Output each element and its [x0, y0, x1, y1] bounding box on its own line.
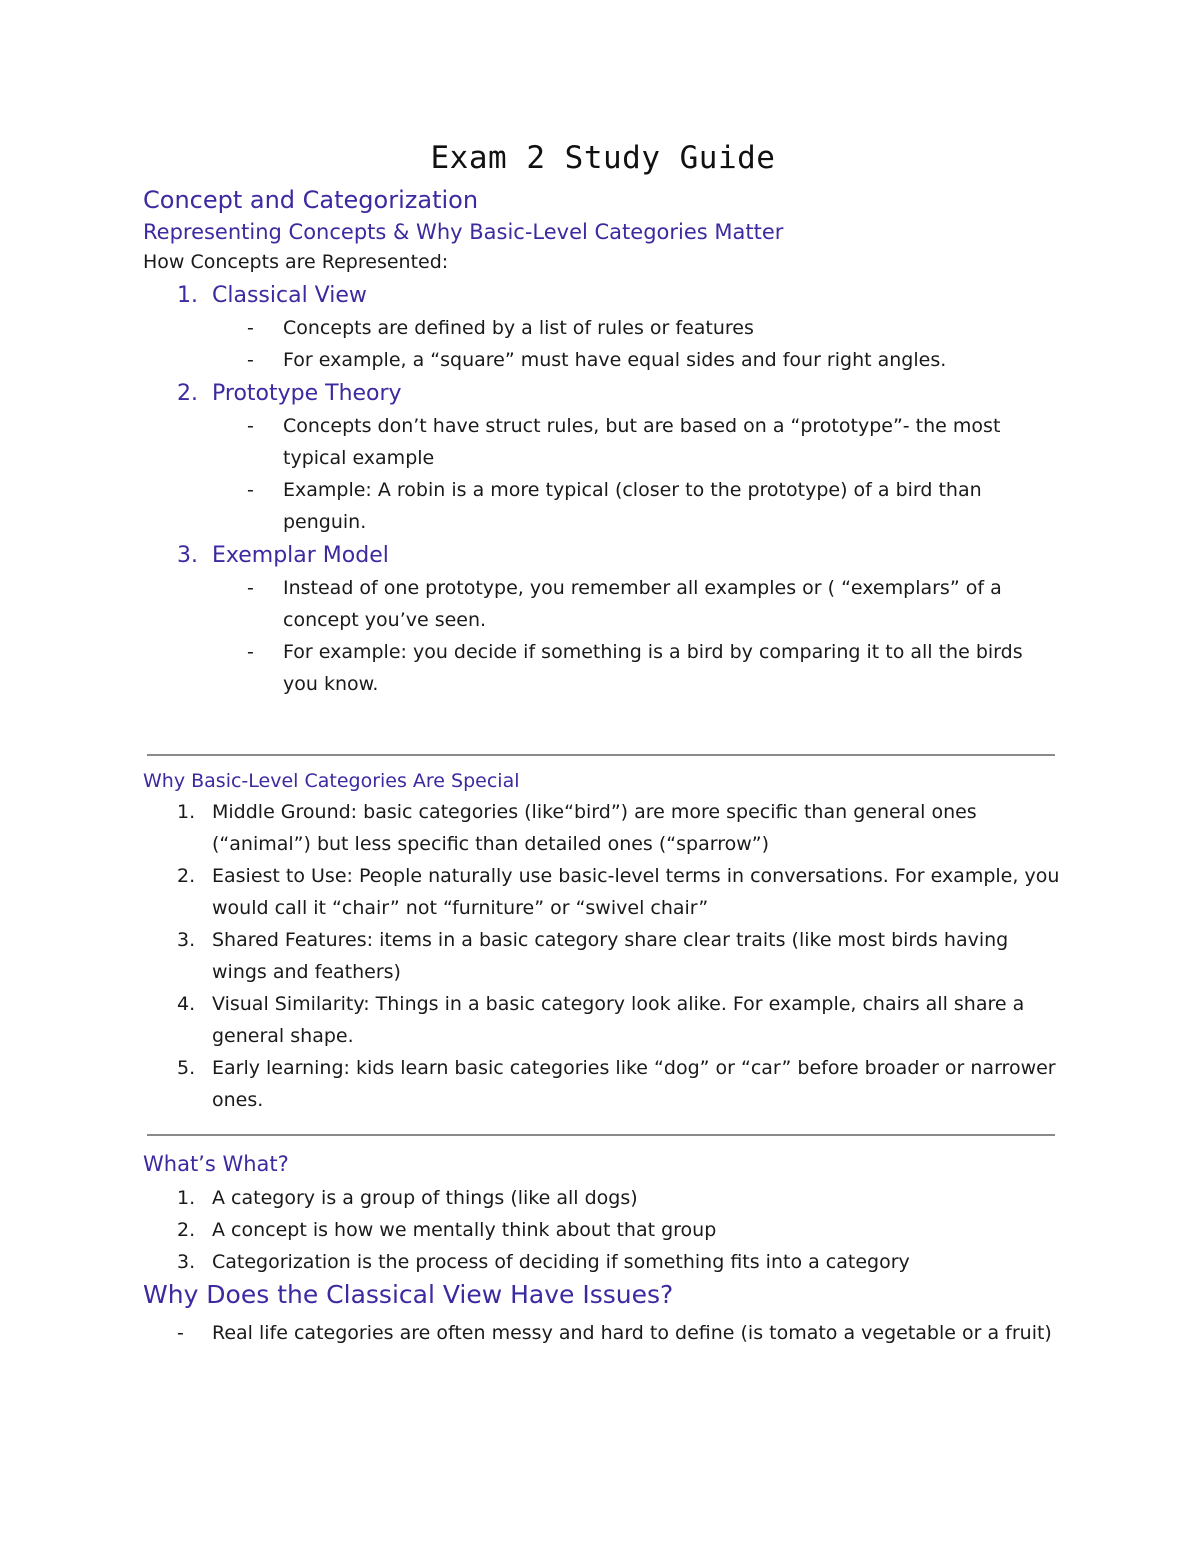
whats-what-list [143, 1182, 1063, 1278]
bullet-item [143, 474, 1063, 538]
bullet-text: Instead of one prototype, you remember all examples or ( “exemplars” of a concept you’ve seen. [283, 577, 1002, 631]
list-item [143, 1214, 1063, 1246]
item-number: 3. [177, 929, 196, 951]
item-text: Easiest to Use: People naturally use basic-level terms in conversations. For example, you would call it “chair” not “furniture” or “swivel chair” [212, 865, 1060, 919]
item-number: 2. [177, 865, 196, 887]
document-title: Exam 2 Study Guide [430, 140, 776, 176]
item-text: Visual Similarity: Things in a basic category look alike. For example, chairs all share a general shape. [212, 993, 1025, 1047]
bullet-item [143, 410, 1063, 474]
bullet-item [143, 344, 1063, 376]
list-item [143, 796, 1063, 860]
item-text: Middle Ground: basic categories (like“bird”) are more specific than general ones (“animal”) but less specific than detailed ones (“sparrow”) [212, 801, 977, 855]
item-number: 3. [177, 543, 198, 568]
list-item [143, 540, 1063, 572]
item-text: Shared Features: items in a basic category share clear traits (like most birds having wings and feathers) [212, 929, 1009, 983]
section-heading-classical-issues: Why Does the Classical View Have Issues? [143, 1280, 674, 1309]
issues-list [143, 1317, 1063, 1349]
list-item [143, 280, 1063, 312]
item-label-exemplar-model: Exemplar Model [212, 543, 389, 568]
basic-level-list [143, 796, 1063, 1116]
bullet-item [143, 572, 1063, 636]
list-item [143, 1182, 1063, 1214]
item-number: 2. [177, 381, 198, 406]
section-heading-basic-level: Why Basic-Level Categories Are Special [143, 770, 520, 792]
bullet-item [143, 1317, 1063, 1349]
bullet-list [143, 312, 1063, 376]
item-number: 3. [177, 1251, 196, 1273]
item-text: Early learning: kids learn basic categories like “dog” or “car” before broader or narrower ones. [212, 1057, 1056, 1111]
dash-marker: - [247, 641, 254, 663]
list-item [143, 860, 1063, 924]
document-content [143, 140, 1063, 1349]
item-number: 4. [177, 993, 196, 1015]
item-number: 2. [177, 1219, 196, 1241]
list-item [143, 988, 1063, 1052]
list-item [143, 378, 1063, 410]
item-number: 1. [177, 801, 196, 823]
bullet-list [143, 410, 1063, 538]
item-text: Categorization is the process of deciding if something fits into a category [212, 1251, 910, 1273]
bullet-text: For example: you decide if something is a bird by comparing it to all the birds you know. [283, 641, 1023, 695]
item-number: 5. [177, 1057, 196, 1079]
bullet-text: Example: A robin is a more typical (closer to the prototype) of a bird than penguin. [283, 479, 982, 533]
item-label-classical-view: Classical View [212, 283, 367, 308]
item-number: 1. [177, 1187, 196, 1209]
bullet-text: Concepts don’t have struct rules, but are based on a “prototype”- the most typical example [283, 415, 1001, 469]
dash-marker: - [247, 317, 254, 339]
item-number: 1. [177, 283, 198, 308]
list-item [143, 1246, 1063, 1278]
dash-marker: - [247, 577, 254, 599]
dash-marker: - [177, 1322, 184, 1344]
item-label-prototype-theory: Prototype Theory [212, 381, 402, 406]
representation-list [143, 280, 1063, 312]
dash-marker: - [247, 415, 254, 437]
dash-marker: - [247, 479, 254, 501]
bullet-list [143, 572, 1063, 700]
bullet-text: Concepts are defined by a list of rules or features [283, 317, 754, 339]
bullet-text: For example, a “square” must have equal sides and four right angles. [283, 349, 947, 371]
representation-list [143, 378, 1063, 410]
subheading-representing-concepts: Representing Concepts & Why Basic-Level Categories Matter [143, 220, 784, 244]
section-heading-concept-categorization: Concept and Categorization [143, 186, 479, 214]
dash-marker: - [247, 349, 254, 371]
item-text: A category is a group of things (like all dogs) [212, 1187, 638, 1209]
list-item [143, 924, 1063, 988]
bullet-item [143, 312, 1063, 344]
bullet-item [143, 636, 1063, 700]
representation-list [143, 540, 1063, 572]
bullet-text: Real life categories are often messy and hard to define (is tomato a vegetable or a fruit) [212, 1322, 1052, 1344]
list-item [143, 1052, 1063, 1116]
item-text: A concept is how we mentally think about that group [212, 1219, 717, 1241]
section-heading-whats-what: What’s What? [143, 1152, 289, 1176]
intro-text: How Concepts are Represented: [143, 251, 449, 273]
